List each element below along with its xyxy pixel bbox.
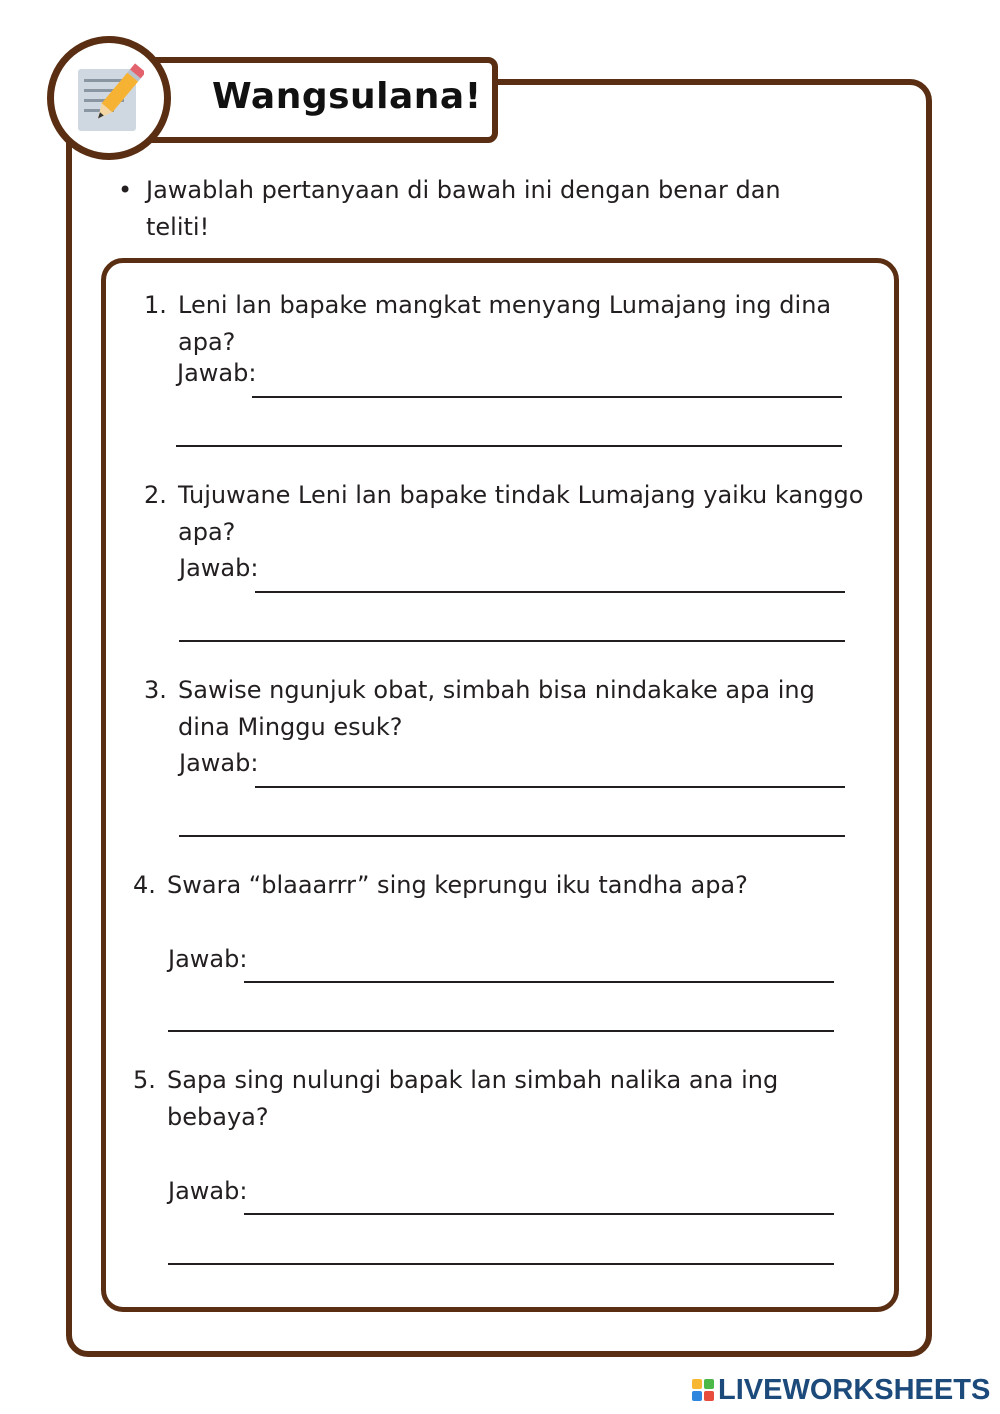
answer-line-2a[interactable] — [255, 591, 845, 593]
question-2 — [144, 477, 884, 551]
answer-line-5b[interactable] — [168, 1263, 834, 1265]
logo-mark-icon — [692, 1379, 714, 1401]
question-number: 4. — [133, 871, 156, 899]
question-text: Leni lan bapake mangkat menyang Lumajang ing dina apa? — [178, 291, 832, 356]
answer-label: Jawab: — [179, 554, 259, 582]
answer-line-3b[interactable] — [179, 835, 845, 837]
questions-box — [101, 258, 899, 1312]
logo-square — [704, 1379, 714, 1389]
question-number: 2. — [144, 481, 167, 509]
answer-label: Jawab: — [177, 359, 257, 387]
memo-pencil-icon — [76, 63, 144, 135]
logo-text: LIVEWORKSHEETS — [718, 1373, 991, 1406]
answer-label: Jawab: — [179, 749, 259, 777]
answer-line-4a[interactable] — [244, 981, 834, 983]
answer-line-4b[interactable] — [168, 1030, 834, 1032]
question-text: Sawise ngunjuk obat, simbah bisa nindakake apa ing dina Minggu esuk? — [178, 676, 815, 741]
logo-square — [692, 1379, 702, 1389]
instruction-text: Jawablah pertanyaan di bawah ini dengan benar dan teliti! — [146, 176, 781, 241]
icon-badge — [47, 36, 171, 160]
answer-line-3a[interactable] — [255, 786, 845, 788]
question-number: 3. — [144, 676, 167, 704]
question-text: Tujuwane Leni lan bapake tindak Lumajang yaiku kanggo apa? — [178, 481, 864, 546]
instruction-bullet: • — [118, 176, 133, 204]
logo-square — [692, 1391, 702, 1401]
answer-line-5a[interactable] — [244, 1213, 834, 1215]
instruction — [118, 172, 818, 246]
answer-line-1b[interactable] — [176, 445, 842, 447]
answer-label: Jawab: — [168, 945, 248, 973]
question-4 — [133, 867, 853, 904]
page-title: Wangsulana! — [212, 76, 482, 117]
question-text: Swara “blaaarrr” sing keprungu iku tandha apa? — [167, 871, 748, 899]
answer-label: Jawab: — [168, 1177, 248, 1205]
question-number: 5. — [133, 1066, 156, 1094]
liveworksheets-logo — [692, 1374, 990, 1406]
question-3 — [144, 672, 844, 746]
question-5 — [133, 1062, 833, 1136]
question-1 — [144, 287, 864, 361]
question-number: 1. — [144, 291, 167, 319]
answer-line-2b[interactable] — [179, 640, 845, 642]
question-text: Sapa sing nulungi bapak lan simbah nalika ana ing bebaya? — [167, 1066, 779, 1131]
logo-square — [704, 1391, 714, 1401]
answer-line-1a[interactable] — [252, 396, 842, 398]
